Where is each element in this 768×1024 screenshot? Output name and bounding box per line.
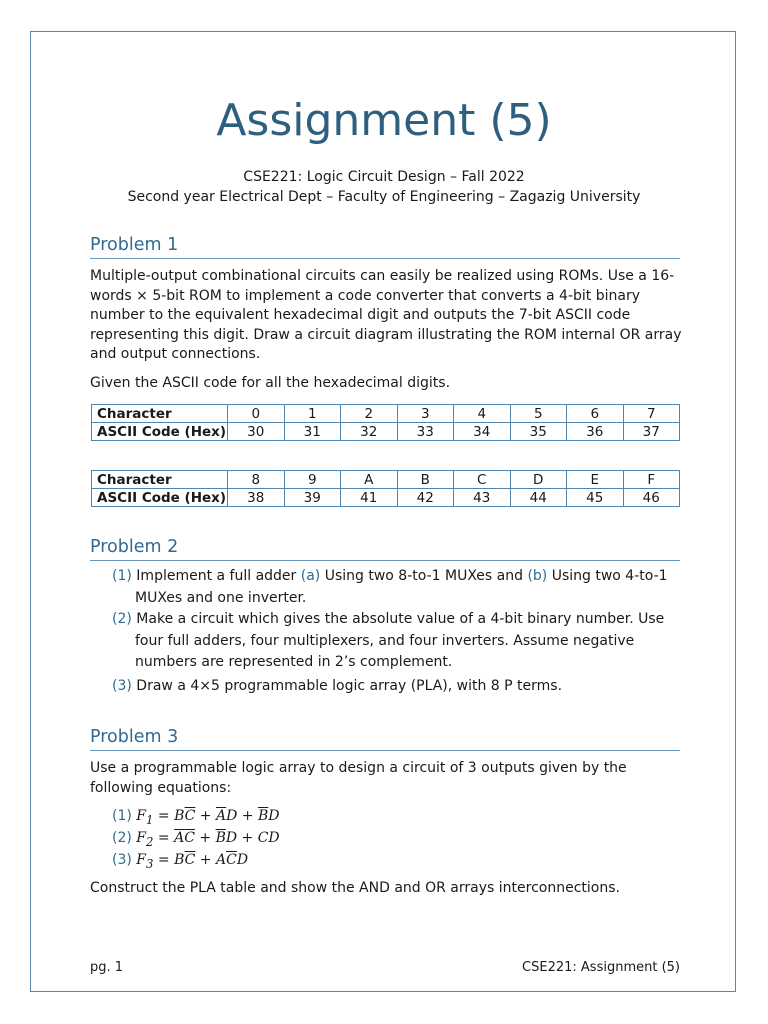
option-b-label: (b) bbox=[527, 568, 548, 584]
table-cell: 2 bbox=[341, 405, 398, 423]
problem-3-heading: Problem 3 bbox=[90, 727, 680, 751]
problem-1-heading: Problem 1 bbox=[90, 235, 680, 259]
table-cell: A bbox=[341, 471, 398, 489]
table-cell: 6 bbox=[567, 405, 624, 423]
ascii-table-2 bbox=[91, 470, 680, 507]
table-cell: F bbox=[623, 471, 680, 489]
table-cell: 44 bbox=[510, 489, 567, 507]
problem-1-text: Multiple-output combinational circuits can easily be realized using ROMs. Use a 16-words × 5-bit ROM to implement a code converter that converts a 4-bit binary number to the equivalent hexadecimal digit and outputs the 7-bit ASCII code representing this digit. Draw a circuit diagram illustrating the ROM internal OR array and output connections. bbox=[90, 268, 682, 363]
row-label: Character bbox=[92, 471, 228, 489]
table-row bbox=[92, 405, 680, 423]
equation-number: (1) bbox=[112, 808, 132, 824]
table-cell: 46 bbox=[623, 489, 680, 507]
item-number: (1) bbox=[112, 568, 132, 584]
row-label: ASCII Code (Hex) bbox=[92, 489, 228, 507]
item-text: Draw a 4×5 programmable logic array (PLA), with 8 P terms. bbox=[136, 678, 563, 694]
table-cell: 1 bbox=[284, 405, 341, 423]
table-cell: 36 bbox=[567, 423, 624, 441]
table-row bbox=[92, 423, 680, 441]
table-cell: 3 bbox=[397, 405, 454, 423]
item-text: MUXes and one inverter. bbox=[135, 589, 307, 606]
table-cell: 43 bbox=[454, 489, 511, 507]
item-text: four full adders, four multiplexers, and four inverters. Assume negative bbox=[135, 632, 635, 649]
option-a-label: (a) bbox=[300, 568, 321, 584]
table-cell: 35 bbox=[510, 423, 567, 441]
item-text: Using two 8-to-1 MUXes and bbox=[320, 568, 528, 584]
table-cell: 34 bbox=[454, 423, 511, 441]
equation-number: (3) bbox=[112, 852, 132, 868]
row-label: Character bbox=[92, 405, 228, 423]
equation-3: (3) $F_3 = B\overline{C} + A\overline{C}D$ bbox=[112, 852, 249, 871]
table-cell: 8 bbox=[228, 471, 285, 489]
table-cell: D bbox=[510, 471, 567, 489]
list-item bbox=[112, 609, 672, 674]
row-label: ASCII Code (Hex) bbox=[92, 423, 228, 441]
page-number: pg. 1 bbox=[90, 960, 124, 975]
equation-number: (2) bbox=[112, 830, 132, 846]
page-title: Assignment (5) bbox=[216, 95, 552, 146]
table-cell: E bbox=[567, 471, 624, 489]
table-cell: C bbox=[454, 471, 511, 489]
item-number: (3) bbox=[112, 678, 132, 694]
problem-2-heading: Problem 2 bbox=[90, 537, 680, 561]
list-item bbox=[112, 676, 672, 698]
table-cell: 38 bbox=[228, 489, 285, 507]
problem-3-construct: Construct the PLA table and show the AND and OR arrays interconnections. bbox=[90, 880, 620, 896]
equation-2: (2) $F_2 = \overline{A}\overline{C} + \overline{B}D$ + CD bbox=[112, 830, 280, 849]
item-text: Make a circuit which gives the absolute value of a 4-bit binary number. Use bbox=[136, 611, 665, 627]
problem-3-text: Use a programmable logic array to design a circuit of 3 outputs given by the following equations: bbox=[90, 760, 627, 796]
table-cell: 37 bbox=[623, 423, 680, 441]
table-cell: 39 bbox=[284, 489, 341, 507]
table-cell: 32 bbox=[341, 423, 398, 441]
table-cell: 42 bbox=[397, 489, 454, 507]
item-number: (2) bbox=[112, 611, 132, 627]
table-cell: 5 bbox=[510, 405, 567, 423]
table-cell: 0 bbox=[228, 405, 285, 423]
course-subtitle: CSE221: Logic Circuit Design – Fall 2022 bbox=[243, 169, 525, 185]
table-cell: 30 bbox=[228, 423, 285, 441]
table-cell: 4 bbox=[454, 405, 511, 423]
table-row bbox=[92, 489, 680, 507]
table-cell: 33 bbox=[397, 423, 454, 441]
table-cell: B bbox=[397, 471, 454, 489]
table-cell: 41 bbox=[341, 489, 398, 507]
table-cell: 9 bbox=[284, 471, 341, 489]
equation-1: (1) $F_1 = B\overline{C} + \overline{A}D + \overline{B}D$ bbox=[112, 808, 280, 827]
footer-title: CSE221: Assignment (5) bbox=[522, 960, 680, 975]
problem-1-given: Given the ASCII code for all the hexadecimal digits. bbox=[90, 375, 451, 391]
item-text: Implement a full adder bbox=[136, 568, 301, 584]
table-cell: 45 bbox=[567, 489, 624, 507]
department-subtitle: Second year Electrical Dept – Faculty of Engineering – Zagazig University bbox=[127, 189, 641, 205]
list-item bbox=[112, 566, 672, 609]
item-text: numbers are represented in 2’s complement. bbox=[135, 654, 453, 670]
table-cell: 31 bbox=[284, 423, 341, 441]
table-cell: 7 bbox=[623, 405, 680, 423]
ascii-table-1 bbox=[91, 404, 680, 441]
item-text: Using two 4-to-1 bbox=[547, 568, 668, 584]
table-row bbox=[92, 471, 680, 489]
